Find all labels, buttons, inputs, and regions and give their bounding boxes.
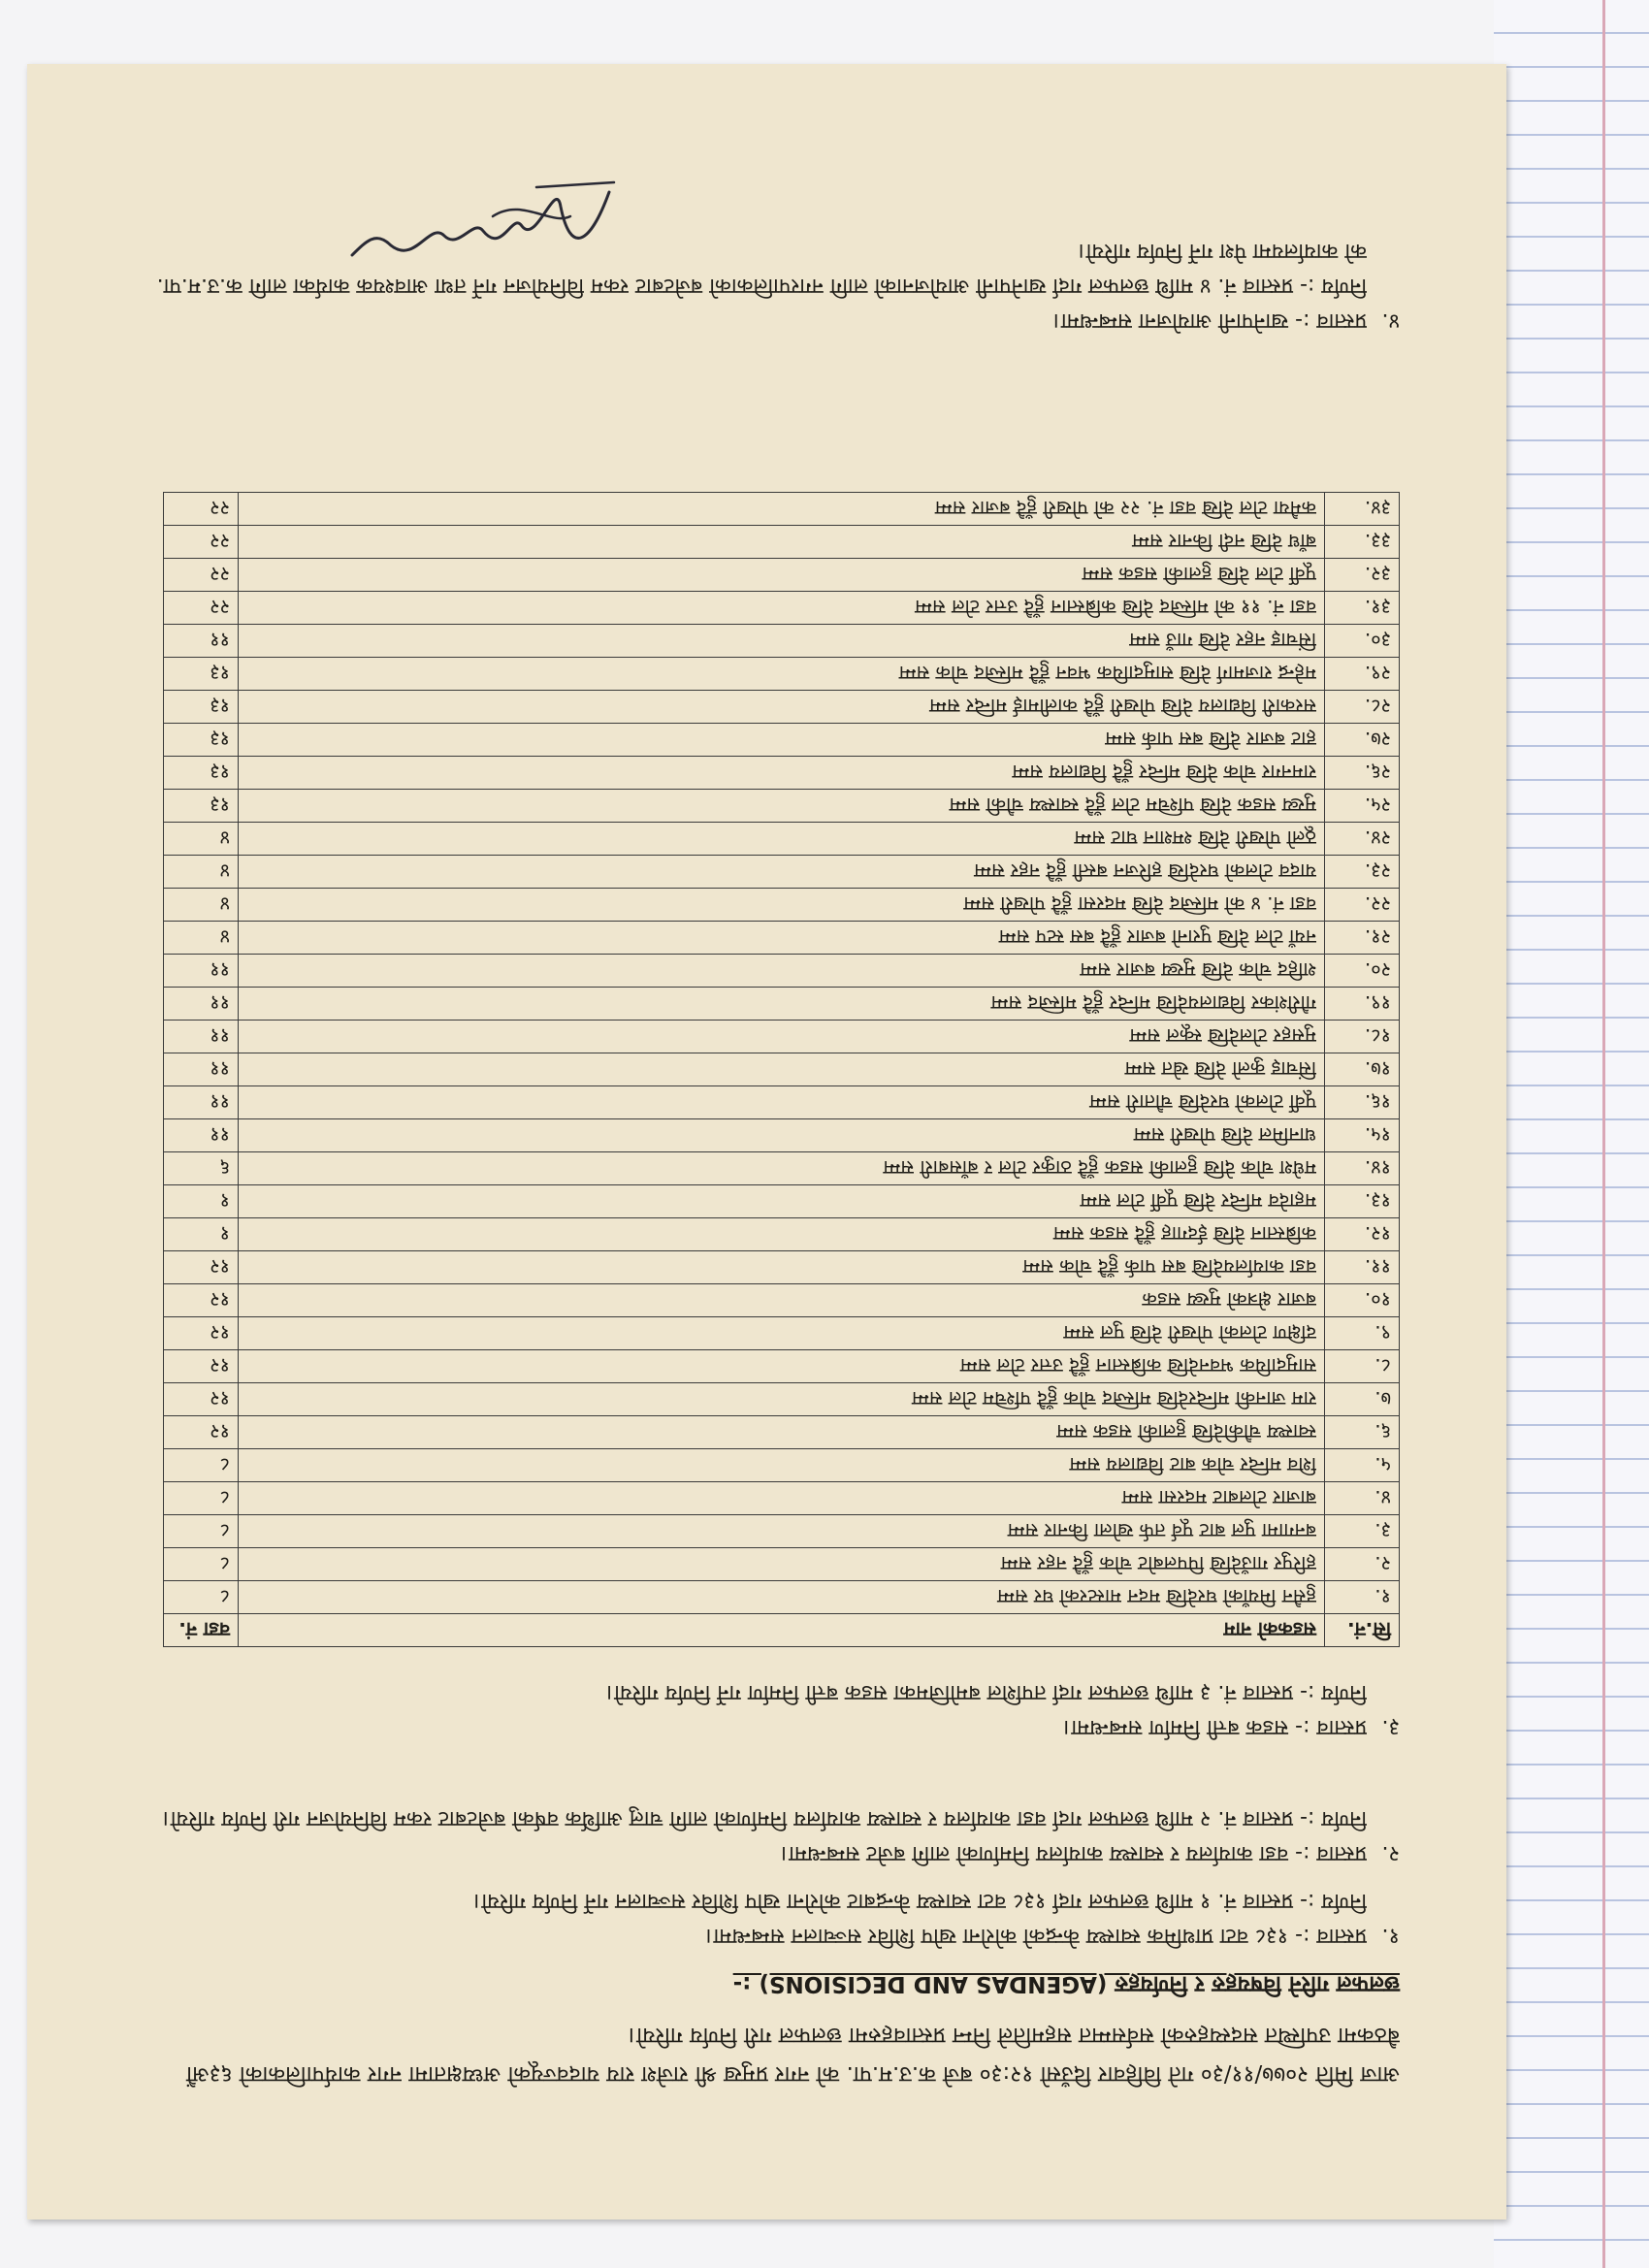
table-row xyxy=(164,526,1400,559)
row-sn: १४. xyxy=(1325,1152,1400,1185)
row-road-name: राम जानकी मन्दिरदेखि मस्जिद चोक हुँदै पश्चिम टोल सम्म xyxy=(239,1383,1325,1416)
row-sn: १६. xyxy=(1325,1086,1400,1119)
proposal-2-topic: २.प्रस्ताव :- वडा कार्यालय र स्वास्थ्य कार्यालय निर्माणको लागि बजेट सम्बन्धमा। xyxy=(780,1841,1400,1865)
row-sn: ९. xyxy=(1325,1317,1400,1350)
proposal-3-decision: निर्णय :- प्रस्ताव नं. ३ माथि छलफल गर्दा तपशिल बमोजिमका सडक बत्ती निर्माण गर्ने निर्णय गरियो। xyxy=(605,1680,1367,1704)
row-road-name: मधेश चोक देखि हुलाकी सडक हुँदै ठाकुर टोल र बाँसबारी सम्म xyxy=(239,1152,1325,1185)
row-road-name: बनगामा पुल बाट पूर्व तर्फ खोला किनार सम्म xyxy=(239,1515,1325,1548)
table-row xyxy=(164,658,1400,691)
table-row xyxy=(164,1350,1400,1383)
table-header-row xyxy=(164,1614,1400,1647)
table-row xyxy=(164,1185,1400,1218)
row-sn: २८. xyxy=(1325,691,1400,724)
row-sn: १७. xyxy=(1325,1053,1400,1086)
row-road-name: यादव टोलको घरदेखि हरिजन बस्ती हुँदै नहर सम्म xyxy=(239,856,1325,889)
row-sn: २६. xyxy=(1325,757,1400,790)
row-road-name: सिंचाइ नहर देखि गाउँ सम्म xyxy=(239,625,1325,658)
row-road-name: महेन्द्र राजमार्ग देखि सामुदायिक भवन हुँदै मस्जिद चोक सम्म xyxy=(239,658,1325,691)
row-ward: २२ xyxy=(164,526,239,559)
row-ward: ६ xyxy=(164,1152,239,1185)
meeting-intro: आज मिति २०७७/११/३० गते विहिवार दिउँसो १२:३० बजे क.उ.म.पा. को नगर प्रमुख श्री राजेश राय यादवज्यूको अध्यक्षतामा नगर कार्यपालिकाको ६३औं बैठकमा उपस्थित सदस्यहरुको सर्वसम्मत सहमतिले निम्न प्रस्तावहरुमा छलफल गरी निर्णय गरियो। xyxy=(186,2023,1400,2087)
row-road-name: शहिद चोक देखि मुख्य बजार सम्म xyxy=(239,955,1325,988)
row-sn: २९. xyxy=(1325,658,1400,691)
row-road-name: वडा नं. ४ को मस्जिद देखि मदरसा हुँदै पोखरी सम्म xyxy=(239,889,1325,922)
row-sn: २१. xyxy=(1325,922,1400,955)
row-ward: ११ xyxy=(164,1021,239,1053)
table-row xyxy=(164,1218,1400,1251)
row-sn: २७. xyxy=(1325,724,1400,757)
table-body xyxy=(164,493,1400,1614)
table-row xyxy=(164,955,1400,988)
row-ward: ४ xyxy=(164,922,239,955)
row-road-name: नयाँ टोल देखि पुरानो बजार हुँदै बस स्टप सम्म xyxy=(239,922,1325,955)
row-ward: ११ xyxy=(164,955,239,988)
row-ward: ८ xyxy=(164,1449,239,1482)
row-sn: ६. xyxy=(1325,1416,1400,1449)
row-road-name: गौरीशंकर विद्यालयदेखि मन्दिर हुँदै मस्जिद सम्म xyxy=(239,988,1325,1021)
row-sn: ३३. xyxy=(1325,526,1400,559)
table-row xyxy=(164,1515,1400,1548)
row-road-name: बजार क्षेत्रको मुख्य सडक xyxy=(239,1284,1325,1317)
row-sn: ४. xyxy=(1325,1482,1400,1515)
row-ward: १२ xyxy=(164,1251,239,1284)
proposal-1 xyxy=(139,1883,1400,1953)
row-road-name: महादेव मन्दिर देखि पूर्वी टोल सम्म xyxy=(239,1185,1325,1218)
row-road-name: पूर्वी टोलको घरदेखि चौतारी सम्म xyxy=(239,1086,1325,1119)
row-ward: १२ xyxy=(164,1317,239,1350)
table-row xyxy=(164,493,1400,526)
row-sn: ३०. xyxy=(1325,625,1400,658)
row-road-name: पूर्वी टोल देखि हुलाकी सडक सम्म xyxy=(239,559,1325,592)
row-sn: १५. xyxy=(1325,1119,1400,1152)
row-road-name: सिंचाइ कुलो देखि खेत सम्म xyxy=(239,1053,1325,1086)
table-row xyxy=(164,823,1400,856)
row-road-name: धानमिल देखि पोखरी सम्म xyxy=(239,1119,1325,1152)
row-road-name: कमैया टोल देखि वडा नं. २२ को पोखरी हुँदै बजार सम्म xyxy=(239,493,1325,526)
header-road-name: सडकको नाम xyxy=(239,1614,1325,1647)
row-sn: १८. xyxy=(1325,1021,1400,1053)
row-ward: १३ xyxy=(164,658,239,691)
row-sn: ७. xyxy=(1325,1383,1400,1416)
header-sn: सि.नं. xyxy=(1325,1614,1400,1647)
table-row xyxy=(164,757,1400,790)
row-ward: १२ xyxy=(164,1284,239,1317)
row-road-name: बाँध देखि नदी किनार सम्म xyxy=(239,526,1325,559)
table-row xyxy=(164,1317,1400,1350)
row-ward: ४ xyxy=(164,856,239,889)
row-ward: १ xyxy=(164,1218,239,1251)
proposal-2-decision: निर्णय :- प्रस्ताव नं. २ माथि छलफल गर्दा वडा कार्यालय र स्वास्थ्य कार्यालय निर्माणको लागि चालु आर्थिक वर्षको बजेटबाट रकम विनियोजन गरी निर्णय गरियो। xyxy=(162,1806,1367,1831)
proposal-1-topic: १.प्रस्ताव :- १३८ वटा प्राथमिक स्वास्थ्य केन्द्रको कोरोना खोप शिविर सञ्चालन सम्बन्धमा। xyxy=(705,1924,1400,1948)
proposal-1-decision: निर्णय :- प्रस्ताव नं. १ माथि छलफल गर्दा १३८ वटा स्वास्थ्य केन्द्रबाट कोरोना खोप शिविर सञ्चालन गर्ने निर्णय गरियो। xyxy=(473,1889,1367,1913)
row-road-name: वडा कार्यालयदेखि बस पार्क हुँदै चोक सम्म xyxy=(239,1251,1325,1284)
row-ward: १३ xyxy=(164,691,239,724)
row-ward: ४ xyxy=(164,823,239,856)
handwritten-signature xyxy=(338,158,629,284)
table-row xyxy=(164,1482,1400,1515)
row-sn: २०. xyxy=(1325,955,1400,988)
table-row xyxy=(164,559,1400,592)
row-ward: ४ xyxy=(164,889,239,922)
row-sn: १२. xyxy=(1325,1218,1400,1251)
table-row xyxy=(164,1152,1400,1185)
row-ward: ८ xyxy=(164,1581,239,1614)
row-road-name: कब्रिस्तान देखि ईदगाह हुँदै सडक सम्म xyxy=(239,1218,1325,1251)
row-ward: ८ xyxy=(164,1482,239,1515)
table-row xyxy=(164,1053,1400,1086)
table-row xyxy=(164,790,1400,823)
proposal-2 xyxy=(139,1800,1400,1870)
row-sn: १९. xyxy=(1325,988,1400,1021)
table-row xyxy=(164,625,1400,658)
row-road-name: वडा नं. ११ को मस्जिद देखि कब्रिस्तान हुँदै उत्तर टोल सम्म xyxy=(239,592,1325,625)
row-sn: ८. xyxy=(1325,1350,1400,1383)
proposal-4-topic: ४.प्रस्ताव :- खानेपानी आयोजना सम्बन्धमा। xyxy=(1052,308,1400,333)
table-row xyxy=(164,1119,1400,1152)
row-sn: २२. xyxy=(1325,889,1400,922)
row-road-name: हुसैन मियाँको घरदेखि मदन मास्टरको घर सम्म xyxy=(239,1581,1325,1614)
proposal-3-topic: ३.प्रस्ताव :- सडक बत्ती निर्माण सम्बन्धमा। xyxy=(1063,1715,1400,1739)
row-sn: १०. xyxy=(1325,1284,1400,1317)
row-road-name: स्वास्थ्य चौकीदेखि हुलाकी सडक सम्म xyxy=(239,1416,1325,1449)
table-row xyxy=(164,691,1400,724)
street-light-table xyxy=(163,492,1400,1647)
row-road-name: हरिपुर गाउँदेखि पिपलबोट चोक हुँदै नहर सम्म xyxy=(239,1548,1325,1581)
row-ward: १२ xyxy=(164,1416,239,1449)
row-ward: २२ xyxy=(164,592,239,625)
row-ward: १ xyxy=(164,1185,239,1218)
row-sn: २३. xyxy=(1325,856,1400,889)
row-ward: ८ xyxy=(164,1515,239,1548)
row-sn: ३४. xyxy=(1325,493,1400,526)
table-row xyxy=(164,1416,1400,1449)
table-row xyxy=(164,856,1400,889)
row-ward: ११ xyxy=(164,1053,239,1086)
header-ward: वडा नं. xyxy=(164,1614,239,1647)
table-row xyxy=(164,1251,1400,1284)
row-sn: ५. xyxy=(1325,1449,1400,1482)
row-road-name: हाट बजार देखि बस पार्क सम्म xyxy=(239,724,1325,757)
row-ward: ११ xyxy=(164,988,239,1021)
row-ward: १३ xyxy=(164,724,239,757)
table-row xyxy=(164,1086,1400,1119)
table-row xyxy=(164,1383,1400,1416)
table-row xyxy=(164,1548,1400,1581)
table-row xyxy=(164,1021,1400,1053)
row-ward: २२ xyxy=(164,559,239,592)
row-road-name: बाजार टोलबाट मदरसा सम्म xyxy=(239,1482,1325,1515)
row-road-name: रामनगर चोक देखि मन्दिर हुँदै विद्यालय सम्म xyxy=(239,757,1325,790)
table-row xyxy=(164,1449,1400,1482)
row-sn: ३१. xyxy=(1325,592,1400,625)
row-sn: २. xyxy=(1325,1548,1400,1581)
table-row xyxy=(164,1581,1400,1614)
minutes-sheet-content-rotated xyxy=(27,64,1506,2219)
row-sn: ३२. xyxy=(1325,559,1400,592)
row-road-name: मुसहर टोलदेखि स्कूल सम्म xyxy=(239,1021,1325,1053)
row-sn: १३. xyxy=(1325,1185,1400,1218)
row-ward: २२ xyxy=(164,493,239,526)
row-ward: १३ xyxy=(164,757,239,790)
row-sn: ११. xyxy=(1325,1251,1400,1284)
row-road-name: सरकारी विद्यालय देखि पोखरी हुँदै कालीमाई मन्दिर सम्म xyxy=(239,691,1325,724)
row-ward: १२ xyxy=(164,1350,239,1383)
proposal-4-decision: निर्णय :- प्रस्ताव नं. ४ माथि छलफल गर्दा खानेपानी आयोजनाको लागि नगरपालिकाको बजेटबाट रकम विनियोजन गर्ने तथा आवश्यक कार्यका लागि क.उ.म.पा. को कार्यालयमा पेश गर्ने निर्णय गरियो। xyxy=(156,239,1367,298)
table-row xyxy=(164,592,1400,625)
row-sn: २५. xyxy=(1325,790,1400,823)
row-sn: २४. xyxy=(1325,823,1400,856)
table-row xyxy=(164,922,1400,955)
proposal-4 xyxy=(139,233,1400,338)
table-row xyxy=(164,889,1400,922)
row-road-name: शिव मन्दिर चोक बाट विद्यालय सम्म xyxy=(239,1449,1325,1482)
row-ward: ११ xyxy=(164,1119,239,1152)
row-road-name: दक्षिण टोलको पोखरी देखि पुल सम्म xyxy=(239,1317,1325,1350)
row-sn: ३. xyxy=(1325,1515,1400,1548)
row-ward: १३ xyxy=(164,790,239,823)
table-row xyxy=(164,1284,1400,1317)
row-ward: ८ xyxy=(164,1548,239,1581)
row-ward: १२ xyxy=(164,1383,239,1416)
notebook-margin-line xyxy=(1602,0,1605,2268)
section-title: छलफल गरिने विषयहरु र निर्णयहरु (AGENDAS AND DECISIONS) :- xyxy=(732,1971,1400,1996)
notebook-paper-background xyxy=(1494,0,1649,2268)
row-road-name: सामुदायिक भवनदेखि कब्रिस्तान हुँदै उत्तर टोल सम्म xyxy=(239,1350,1325,1383)
proposal-3 xyxy=(139,1674,1400,1744)
row-sn: १. xyxy=(1325,1581,1400,1614)
row-road-name: मुख्य सडक देखि पश्चिम टोल हुँदै स्वास्थ्य चौकी सम्म xyxy=(239,790,1325,823)
table-row xyxy=(164,988,1400,1021)
row-ward: ११ xyxy=(164,625,239,658)
minutes-sheet xyxy=(27,64,1506,2219)
row-ward: ११ xyxy=(164,1086,239,1119)
row-road-name: ठूलो पोखरी देखि श्मशान घाट सम्म xyxy=(239,823,1325,856)
table-row xyxy=(164,724,1400,757)
